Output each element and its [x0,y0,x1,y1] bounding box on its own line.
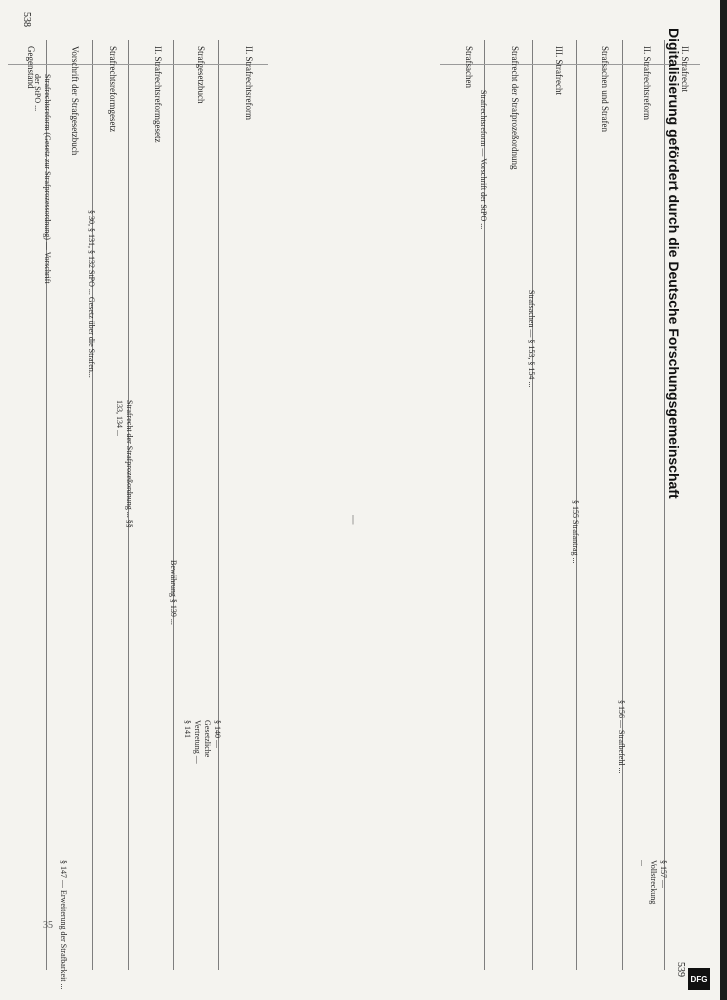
left-table [8,40,268,990]
left-page-number: 538 [21,12,32,27]
left-block-4: Bewährung § 139 ... [169,560,178,625]
right-block-1: Strafrechtsreform — Vorschrift der StPO ... [479,90,488,230]
right-header-4: Strafsachen und Strafen [600,46,610,132]
right-header-2: Strafrecht der Strafprozeßordnung [510,46,520,170]
right-table [440,40,700,970]
footer-bar [720,0,727,1000]
right-header-rule [440,64,700,65]
right-col-divider-2 [532,40,533,970]
right-header-3: III. Strafrecht [554,46,564,95]
right-header-6: II. Strafrecht [680,46,690,92]
left-col-divider-5 [218,40,219,970]
right-header-5: II. Strafrechtsreform [642,46,652,120]
left-col-divider-2 [92,40,93,970]
left-block-5: § 140 — Gesetzliche Vertretung — § 141 [183,720,222,766]
right-page-number: 539 [675,962,686,977]
right-block-3: § 155 Strafantrag ... [571,500,580,564]
left-block-3: Strafrecht der Strafprozeßordnung ... §§ 133, 134 ... [115,400,134,530]
left-header-1: Gegenstand [26,46,36,89]
right-block-4: § 156 — Strafbefehl ... [617,700,626,774]
right-col-divider-4 [622,40,623,970]
right-block-2: Strafsachen — § 153, § 154 ... [527,290,536,388]
left-header-5: Strafgesetzbuch [196,46,206,104]
bottom-number: 35 [43,920,53,931]
dfg-banner: Digitalisierung gefördert durch die Deutsche Forschungsgemeinschaft [666,28,682,499]
right-block-5: § 157 — Vollstreckung ... [639,860,668,907]
left-header-2: Vorschrift der Strafgesetzbuch [70,46,80,156]
right-page [440,0,700,1000]
left-page [8,0,268,1000]
left-block-1: Strafrechtsreform (Gesetz zur Strafprozessordnung) — Vorschrift der StPO ... [33,74,52,286]
left-header-rule [8,64,268,65]
left-header-3: Strafrechtsreformgesetz [108,46,118,132]
right-header-1: Strafsachen [464,46,474,88]
right-col-divider-5 [664,40,665,970]
center-mark: | [352,514,355,525]
left-block-2: § 30, § 131, § 132 StPO ... Gesetz über die Strafen... [87,210,96,378]
left-col-divider-4 [173,40,174,970]
dfg-logo: DFG [688,968,710,990]
left-block-6: § 147 — Erweiterung der Strafbarkeit ... [59,860,68,990]
left-header-4: II. Strafrechtsreformgesetz [153,46,163,143]
left-header-6: II. Strafrechtsreform [244,46,254,120]
